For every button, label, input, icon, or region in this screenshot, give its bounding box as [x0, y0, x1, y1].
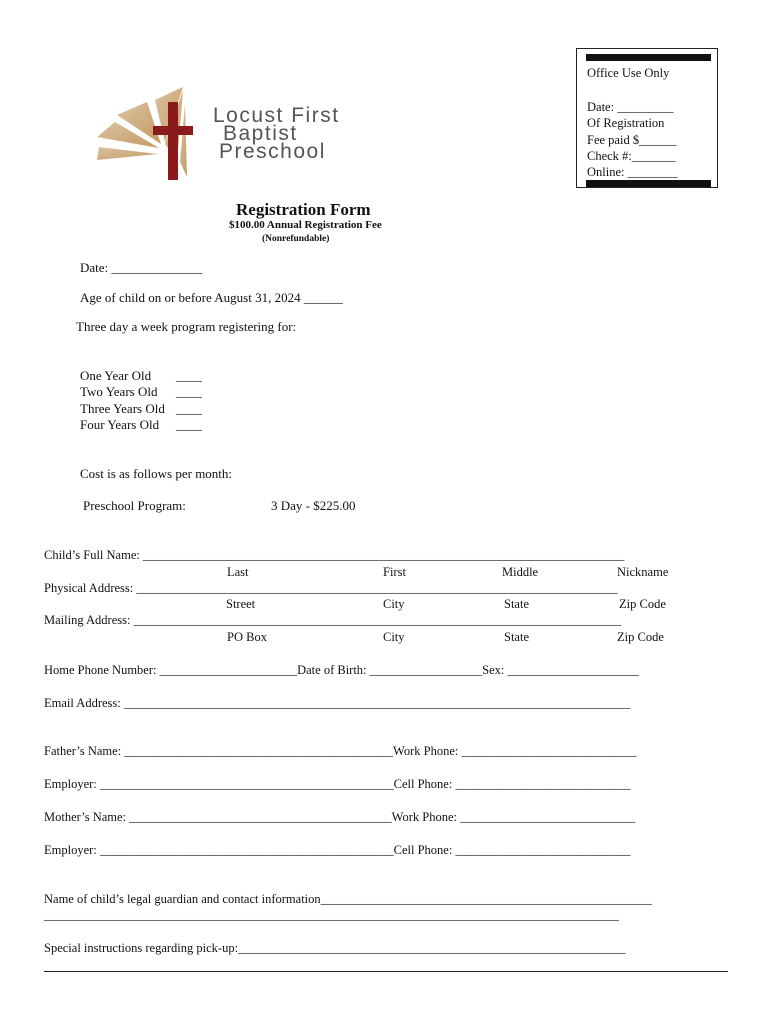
program-price: 3 Day - $225.00: [271, 498, 356, 513]
father-employer-field[interactable]: Employer: _______________________________________________Cell Phone: ____________________________: [44, 777, 631, 791]
mother-employer-field[interactable]: Employer: _______________________________________________Cell Phone: ____________________________: [44, 843, 631, 857]
logo-line-3: Preschool: [219, 140, 326, 163]
child-name-sub-last: Last: [227, 565, 249, 579]
option-one-year-blank[interactable]: ____: [176, 368, 202, 383]
mailing-sub-state: State: [504, 630, 529, 644]
child-name-sub-first: First: [383, 565, 406, 579]
physical-sub-state: State: [504, 597, 529, 611]
option-one-year-label: One Year Old: [80, 368, 152, 383]
option-three-years-label: Three Years Old: [80, 401, 165, 416]
home-phone-dob-sex-field[interactable]: Home Phone Number: ______________________Date of Birth: __________________Sex: _____________________: [44, 663, 639, 677]
office-fee-line: Fee paid $______: [587, 133, 677, 147]
bottom-rule: [44, 971, 728, 972]
email-field[interactable]: Email Address: _________________________________________________________________________________: [44, 696, 631, 710]
fee-note: (Nonrefundable): [262, 234, 330, 244]
office-use-box: [576, 48, 718, 188]
physical-address-field[interactable]: Physical Address: _____________________________________________________________________________: [44, 581, 618, 595]
office-box-bottom-bar: [586, 180, 711, 187]
physical-sub-zip: Zip Code: [619, 597, 666, 611]
physical-sub-street: Street: [226, 597, 256, 611]
cost-intro: Cost is as follows per month:: [80, 466, 233, 481]
program-question: Three day a week program registering for:: [76, 319, 297, 334]
option-three-years-blank[interactable]: ____: [176, 401, 202, 416]
logo-line-2: Baptist: [223, 122, 298, 145]
father-name-field[interactable]: Father’s Name: ___________________________________________Work Phone: ____________________________: [44, 744, 637, 758]
option-two-years-label: Two Years Old: [80, 384, 158, 399]
office-online-line: Online: ________: [587, 165, 678, 179]
mailing-sub-city: City: [383, 630, 405, 644]
church-logo: [95, 82, 395, 182]
option-two-years-blank[interactable]: ____: [176, 384, 202, 399]
special-instructions-field[interactable]: Special instructions regarding pick-up:______________________________________________________________: [44, 941, 626, 955]
office-registration-line: Of Registration: [587, 116, 665, 130]
guardian-field[interactable]: Name of child’s legal guardian and contact information_____________________________________________________: [44, 892, 652, 906]
cross-rays-icon: [95, 82, 210, 182]
physical-sub-city: City: [383, 597, 405, 611]
office-check-line: Check #:_______: [587, 149, 676, 163]
child-name-sub-middle: Middle: [502, 565, 539, 579]
program-label: Preschool Program:: [83, 498, 186, 513]
office-date-line: Date: _________: [587, 100, 674, 114]
office-box-top-bar: [586, 54, 711, 61]
age-field[interactable]: Age of child on or before August 31, 2024 ______: [80, 290, 343, 305]
option-four-years-blank[interactable]: ____: [176, 417, 202, 432]
date-field[interactable]: Date: ______________: [80, 260, 203, 275]
mailing-sub-pobox: PO Box: [227, 630, 267, 644]
logo-line-1: Locust First: [213, 104, 340, 127]
mailing-sub-zip: Zip Code: [617, 630, 664, 644]
registration-fee: $100.00 Annual Registration Fee: [229, 219, 382, 231]
mailing-address-field[interactable]: Mailing Address: ______________________________________________________________________________: [44, 613, 622, 627]
mother-name-field[interactable]: Mother’s Name: __________________________________________Work Phone: ____________________________: [44, 810, 636, 824]
office-use-title: Office Use Only: [587, 66, 670, 80]
child-name-sub-nickname: Nickname: [617, 565, 669, 579]
guardian-line-2[interactable]: ____________________________________________________________________________________________: [44, 908, 619, 922]
option-four-years-label: Four Years Old: [80, 417, 160, 432]
form-title: Registration Form: [236, 200, 371, 219]
child-name-field[interactable]: Child’s Full Name: _____________________________________________________________________________: [44, 548, 625, 562]
